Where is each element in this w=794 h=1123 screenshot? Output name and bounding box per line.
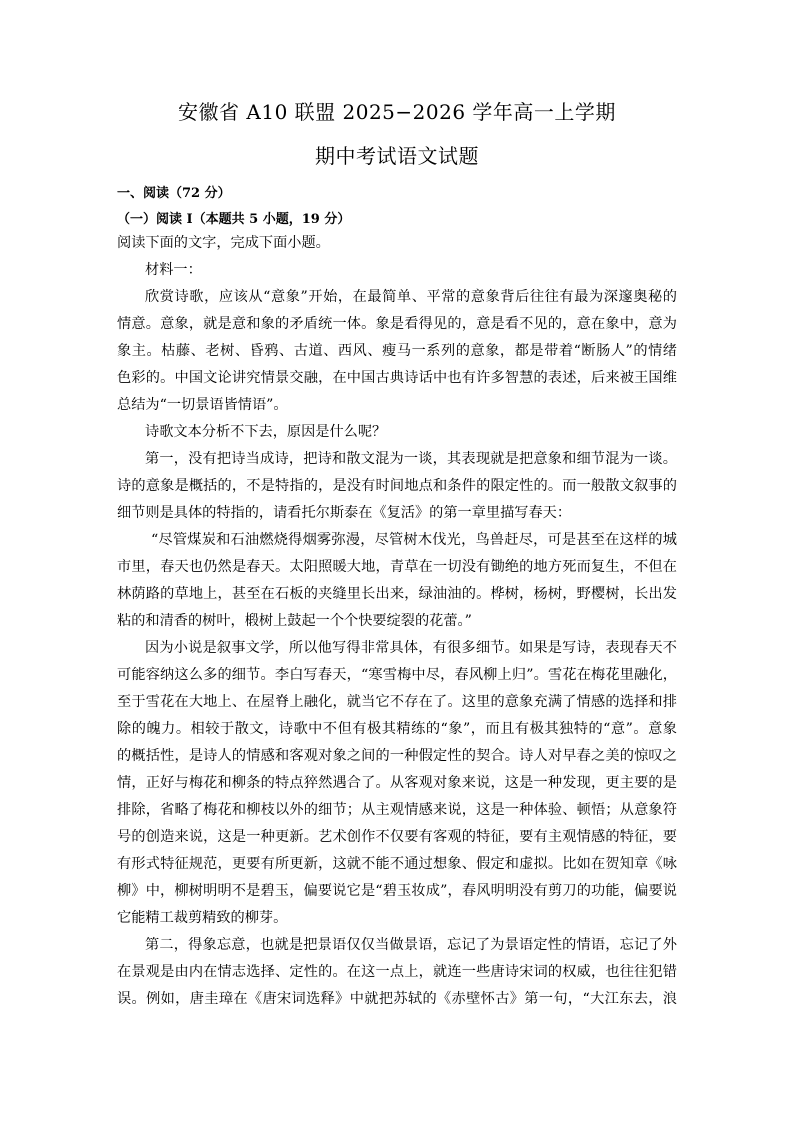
paragraph-line: 细节则是具体的特指的，请看托尔斯泰在《复活》的第一章里描写春天： <box>117 505 572 521</box>
paragraph-line: 第二，得象忘意，也就是把景语仅仅当做景语，忘记了为景语定性的情语，忘记了外 <box>145 937 677 953</box>
paragraph-line: 的概括性，是诗人的情感和客观对象之间的一种假定性的契合。诗人对早春之美的惊叹之 <box>117 748 677 764</box>
quote-line: 林荫路的草地上，甚至在石板的夹缝里长出来，绿油油的。桦树，杨树，野樱树，长出发 <box>117 586 677 602</box>
paragraph-line: 可能容纳这么多的细节。李白写春天，“寒雪梅中尽，春风柳上归”。雪花在梅花里融化， <box>117 667 677 683</box>
section-heading: 一、阅读（72 分） <box>117 186 231 201</box>
paragraph-line: 排除，省略了梅花和柳枝以外的细节；从主观情感来说，这是一种体验、顿悟；从意象符 <box>117 802 677 818</box>
paragraph-line: 诗的意象是概括的，不是特指的，是没有时间地点和条件的限定性的。而一般散文叙事的 <box>117 478 677 494</box>
paragraph-line: 误。例如，唐圭璋在《唐宋词选释》中就把苏轼的《赤壁怀古》第一句，“大江东去，浪 <box>117 991 677 1007</box>
paragraph-line: 它能精工裁剪精致的柳芽。 <box>117 910 288 926</box>
paragraph-line: 情意。意象，就是意和象的矛盾统一体。象是看得见的，意是看不见的，意在象中，意为 <box>117 316 677 332</box>
section-subheading: （一）阅读 I（本题共 5 小题，19 分） <box>117 212 351 227</box>
quote-line: “尽管煤炭和石油燃烧得烟雾弥漫，尽管树木伐光，鸟兽赶尽，可是甚至在这样的城 <box>151 532 677 548</box>
instruction-text: 阅读下面的文字，完成下面小题。 <box>117 235 330 251</box>
paragraph-line: 至于雪花在大地上、在屋脊上融化，就当它不存在了。这里的意象充满了情感的选择和排 <box>117 694 677 710</box>
material-label: 材料一： <box>145 262 202 278</box>
paragraph-line: 除的魄力。相较于散文，诗歌中不但有极其精练的“象”，而且有极其独特的“意”。意象 <box>117 721 677 737</box>
paragraph-line: 号的创造来说，这是一种更新。艺术创作不仅要有客观的特征，要有主观情感的特征，要 <box>117 829 677 845</box>
paragraph-line: 情，正好与梅花和柳条的特点猝然遇合了。从客观对象来说，这是一种发现，更主要的是 <box>117 775 677 791</box>
paragraph-line: 因为小说是叙事文学，所以他写得非常具体，有很多细节。如果是写诗，表现春天不 <box>145 640 677 656</box>
paragraph-line: 第一，没有把诗当成诗，把诗和散文混为一谈，其表现就是把意象和细节混为一谈。 <box>145 451 677 467</box>
paragraph-line: 诗歌文本分析不下去，原因是什么呢？ <box>145 424 387 440</box>
paragraph-line: 有形式特征规范，更要有所更新，这就不能不通过想象、假定和虚拟。比如在贺知章《咏 <box>117 856 677 872</box>
quote-line: 粘的和清香的树叶，椴树上鼓起一个个快要绽裂的花蕾。” <box>117 613 472 629</box>
paragraph-line: 象主。枯藤、老树、昏鸦、古道、西风、瘦马一系列的意象，都是带着“断肠人”的情绪 <box>117 343 677 359</box>
quote-line: 市里，春天也仍然是春天。太阳照暖大地，青草在一切没有锄绝的地方死而复生，不但在 <box>117 559 677 575</box>
paragraph-line: 欣赏诗歌，应该从“意象”开始，在最简单、平常的意象背后往往有最为深邃奥秘的 <box>145 289 677 305</box>
paragraph-line: 色彩的。中国文论讲究情景交融，在中国古典诗话中也有许多智慧的表述，后来被王国维 <box>117 370 677 386</box>
document-subtitle: 期中考试语文试题 <box>315 144 479 168</box>
paragraph-line: 总结为“一切景语皆情语”。 <box>117 397 288 413</box>
paragraph-line: 在景观是由内在情志选择、定性的。在这一点上，就连一些唐诗宋词的权威，也往往犯错 <box>117 964 677 980</box>
paragraph-line: 柳》中，柳树明明不是碧玉，偏要说它是“碧玉妆成”，春风明明没有剪刀的功能，偏要说 <box>117 883 677 899</box>
document-title: 安徽省 A10 联盟 2025−2026 学年高一上学期 <box>178 100 616 124</box>
